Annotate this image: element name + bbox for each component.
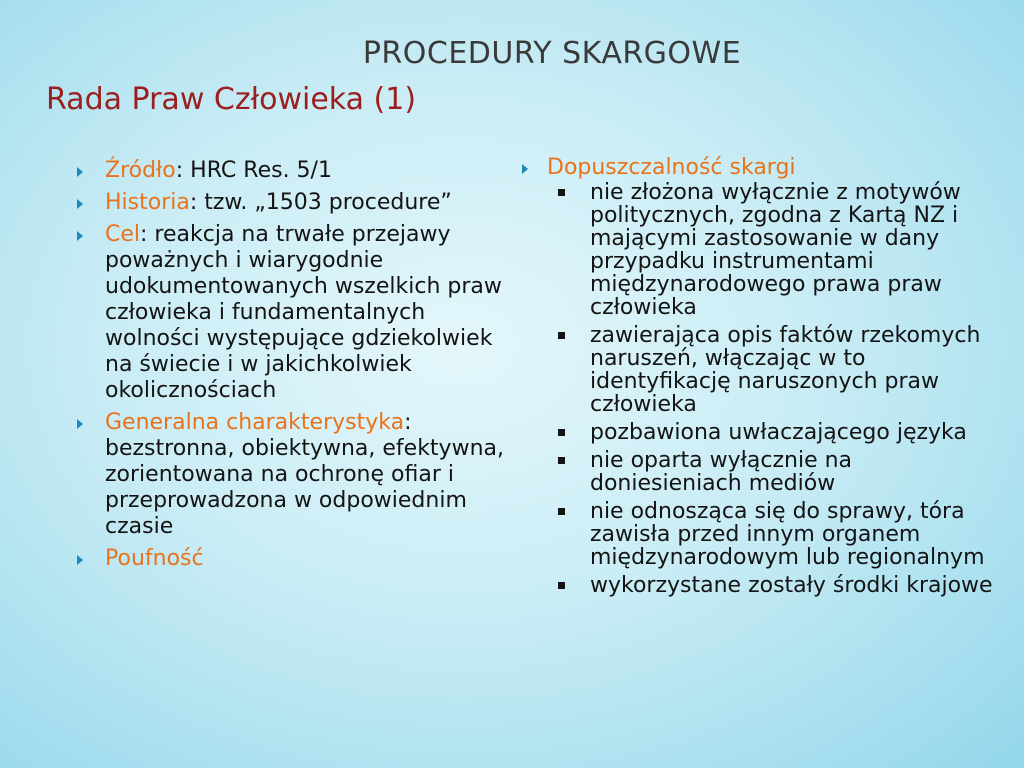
slide-title: PROCEDURY SKARGOWE bbox=[362, 36, 742, 71]
triangle-right-icon bbox=[77, 419, 83, 429]
square-bullet-icon bbox=[558, 189, 565, 196]
list-item bbox=[75, 546, 515, 572]
item-keyword: Poufność bbox=[105, 546, 204, 571]
item-text: : HRC Res. 5/1 bbox=[175, 158, 332, 183]
triangle-right-icon bbox=[77, 199, 83, 209]
item-text: nie odnosząca się do sprawy, tóra zawisła przed innym organem międzynarodowym lub regionalnym bbox=[590, 499, 985, 570]
triangle-right-icon bbox=[77, 167, 83, 177]
square-bullet-icon bbox=[558, 582, 565, 589]
triangle-right-icon bbox=[77, 555, 83, 565]
item-text: nie złożona wyłącznie z motywów politycznych, zgodna z Kartą NZ i mającymi zastosowanie w dany przypadku instrumentami międzynarodowego prawa praw człowieka bbox=[590, 180, 961, 320]
item-text: : tzw. „1503 procedure” bbox=[189, 190, 452, 215]
left-bullet-list bbox=[75, 158, 515, 578]
square-bullet-icon bbox=[558, 457, 565, 464]
item-text: zawierająca opis faktów rzekomych naruszeń, włączając w to identyfikację naruszonych praw człowieka bbox=[590, 323, 981, 417]
list-item bbox=[75, 190, 515, 216]
list-item bbox=[75, 222, 515, 404]
square-bullet-icon bbox=[558, 508, 565, 515]
square-bullet-icon bbox=[558, 429, 565, 436]
section-heading bbox=[520, 156, 1010, 179]
item-text: nie oparta wyłącznie na doniesieniach mediów bbox=[590, 448, 853, 496]
item-keyword: Historia bbox=[105, 190, 190, 215]
item-text: : bezstronna, obiektywna, efektywna, zorientowana na ochronę ofiar i przeprowadzona w odpowiednim czasie bbox=[105, 410, 504, 539]
item-keyword: Źródło bbox=[105, 158, 176, 183]
triangle-right-icon bbox=[77, 231, 83, 241]
item-text: wykorzystane zostały środki krajowe bbox=[590, 573, 993, 598]
square-bullet-icon bbox=[558, 332, 565, 339]
triangle-right-icon bbox=[522, 164, 528, 174]
list-item bbox=[75, 158, 515, 184]
item-keyword: Generalna charakterystyka bbox=[105, 410, 405, 435]
item-text: pozbawiona uwłaczającego języka bbox=[590, 420, 967, 445]
list-item bbox=[520, 421, 1010, 444]
slide-subtitle: Rada Praw Człowieka (1) bbox=[46, 82, 417, 117]
list-item bbox=[75, 410, 515, 540]
sub-bullet-list bbox=[520, 181, 1010, 597]
right-bullet-section bbox=[520, 156, 1010, 602]
item-keyword: Cel bbox=[105, 222, 141, 247]
list-item bbox=[520, 449, 1010, 495]
list-item bbox=[520, 324, 1010, 416]
list-item bbox=[520, 574, 1010, 597]
item-text: : reakcja na trwałe przejawy poważnych i wiarygodnie udokumentowanych wszelkich praw człowieka i fundamentalnych wolności występujące gdziekolwiek na świecie i w jakichkolwiek okolicznościach bbox=[105, 222, 502, 403]
list-item bbox=[520, 500, 1010, 569]
section-heading-text: Dopuszczalność skargi bbox=[547, 155, 796, 180]
list-item bbox=[520, 181, 1010, 319]
